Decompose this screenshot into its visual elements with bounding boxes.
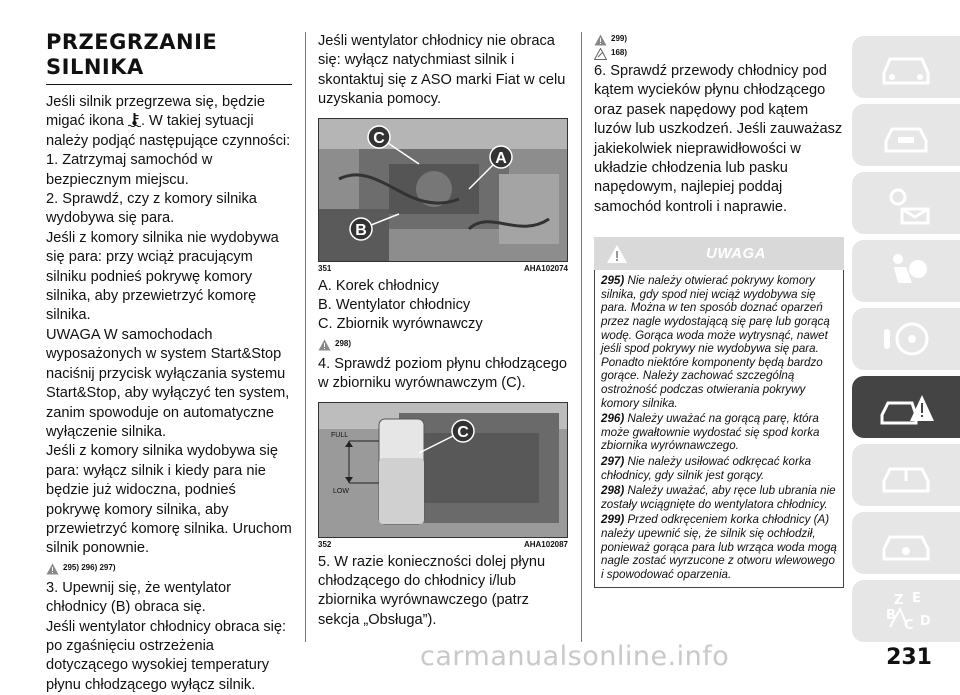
emergency-car-icon xyxy=(876,383,936,431)
alphabet-index-icon xyxy=(876,587,936,635)
warning-triangle-icon xyxy=(318,339,331,351)
car-gear-icon xyxy=(876,519,936,567)
tab-warning-lights[interactable] xyxy=(852,172,960,234)
figure-caption: 352 AHA102087 xyxy=(318,539,568,549)
car-front-icon xyxy=(876,43,936,91)
column-1 xyxy=(46,30,292,695)
list-item: B. Wentylator chłodnicy xyxy=(318,297,471,314)
warning-item: 295) Nie należy otwierać pokrywy komory silnika, gdy spod niej wciąż wydobywa się para. Można w ten sposób doznać oparzeń przez nagle wydostającą się parę lub gorącą wodę. Gorąca woda może wytrysnąć, nawet jeśli spod pokrywy nie wydobywa się para. Ponadto niektóre komponenty będą bardzo gorące. Należy zachować szczególną ostrożność podczas otwierania pokrywy komory silnika. xyxy=(601,274,830,410)
paragraph: Jeśli z komory silnika nie wydobywa się para: przy wciąż pracującym silniku podnieś pokrywę komory silnika, aby przewietrzyć komorę silnika. xyxy=(46,229,279,324)
section-title: PRZEGRZANIE SILNIKA xyxy=(46,30,218,79)
warning-item: 299) Przed odkręceniem korka chłodnicy (A) należy upewnić się, że silnik się ochłodził, ponieważ gorąca para lub wrząca woda mogą nagle zostać wyrzucone z otworu wlewowego i spowodować oparzenia. xyxy=(601,513,837,581)
svg-text:FULL: FULL xyxy=(331,431,349,439)
uwaga-header: UWAGA xyxy=(594,237,844,270)
tab-technical-data[interactable] xyxy=(852,512,960,574)
paragraph: 6. Sprawdź przewody chłodnicy pod kątem wycieków płynu chłodzącego oraz pasek napędowy pod kątem luzów lub uszkodzeń. Jeśli zauważasz jakiekolwiek nieprawidłowości w układzie chłodzenia lub pasku napędowym, najlepiej poddaj samochód kontroli i naprawie. xyxy=(594,63,843,215)
coolant-temperature-icon xyxy=(128,113,141,127)
paragraph: 3. Upewnij się, że wentylator chłodnicy (B) obraca się. xyxy=(46,579,231,616)
paragraph: 5. W razie konieczności dolej płynu chłodzącego do chłodnicy i/lub zbiornika wyrównawczego (patrz sekcja „Obsługa”). xyxy=(318,553,546,628)
warning-reference: 298) xyxy=(318,337,568,351)
title-rule xyxy=(46,84,292,85)
tab-dashboard[interactable] xyxy=(852,104,960,166)
column-divider xyxy=(305,32,306,642)
warning-triangle-icon xyxy=(606,244,628,264)
paragraph: Jeśli silnik przegrzewa się, będzie migać ikona . W takiej sytuacji należy podjąć następujące czynności: xyxy=(46,94,291,149)
warning-triangle-icon xyxy=(46,563,59,575)
list-item: C. Zbiornik wyrównawczy xyxy=(318,316,483,333)
paragraph: Jeśli z komory silnika wydobywa się para: wyłącz silnik i kiedy para nie będzie już widoczna, podnieś pokrywę komory silnika, aby przewietrzyć komorę silnika. Uruchom silnik ponownie. xyxy=(46,443,292,557)
svg-text:D: D xyxy=(920,614,931,629)
warning-lights-icon xyxy=(876,179,936,227)
warnings-list xyxy=(594,270,844,588)
tab-vehicle-overview[interactable] xyxy=(852,36,960,98)
paragraph: Jeśli wentylator chłodnicy nie obraca się: wyłącz natychmiast silnik i skontaktuj się z ASO marki Fiat w celu uzyskania pomocy. xyxy=(318,33,566,108)
note-triangle-icon xyxy=(594,48,607,60)
column-2 xyxy=(318,32,568,630)
svg-text:C: C xyxy=(457,423,469,441)
coolant-reservoir-illustration xyxy=(319,403,567,537)
tab-starting-driving[interactable] xyxy=(852,308,960,370)
warning-triangle-icon xyxy=(594,34,607,46)
tab-index[interactable] xyxy=(852,580,960,642)
watermark: carmanualsonline.info xyxy=(420,641,730,672)
tab-safety[interactable] xyxy=(852,240,960,302)
airbag-icon xyxy=(876,247,936,295)
figure-caption: 351 AHA102074 xyxy=(318,263,568,273)
svg-text:LOW: LOW xyxy=(333,487,349,495)
svg-text:B: B xyxy=(355,221,367,239)
engine-bay-photo xyxy=(318,118,568,262)
svg-text:E: E xyxy=(912,591,921,606)
paragraph: 1. Zatrzymaj samochód w bezpiecznym miejscu. xyxy=(46,152,213,188)
svg-text:Z: Z xyxy=(894,593,904,608)
warning-reference: 168) xyxy=(594,46,844,60)
car-side-icon xyxy=(876,451,936,499)
svg-text:B: B xyxy=(886,608,896,623)
warning-item: 297) Nie należy usiłować odkręcać korka chłodnicy, gdy silnik jest gorący. xyxy=(601,454,812,482)
warning-reference: 299) xyxy=(594,32,844,46)
column-3 xyxy=(594,32,844,588)
engine-bay-illustration xyxy=(319,119,567,261)
column-divider xyxy=(581,32,582,642)
coolant-reservoir-photo xyxy=(318,402,568,538)
svg-text:A: A xyxy=(495,149,507,167)
tab-servicing[interactable] xyxy=(852,444,960,506)
svg-text:C: C xyxy=(904,618,914,633)
paragraph: 4. Sprawdź poziom płynu chłodzącego w zbiorniku wyrównawczym (C). xyxy=(318,355,568,392)
dashboard-car-icon xyxy=(876,111,936,159)
warning-item: 298) Należy uważać, aby ręce lub ubrania nie zostały wciągnięte do wentylatora chłodnicy. xyxy=(601,484,836,511)
page-number: 231 xyxy=(886,645,932,670)
svg-text:C: C xyxy=(373,129,385,147)
steering-wheel-icon xyxy=(876,315,936,363)
paragraph: Jeśli wentylator chłodnicy obraca się: po zgaśnięciu ostrzeżenia dotyczącego wysokiej temperatury płynu chłodzącego wyłącz silnik. xyxy=(46,618,287,693)
warning-item: 296) Należy uważać na gorącą parę, która może gwałtownie wydostać się spod korka zbiornika wyrównawczego. xyxy=(601,412,820,453)
paragraph: UWAGA W samochodach wyposażonych w system Start&Stop naciśnij przycisk wyłączania systemu Start&Stop, aby wyłączyć ten system, zanim spowoduje on automatyczne wyłączenie silnika. xyxy=(46,326,290,440)
tab-emergency[interactable] xyxy=(852,376,960,438)
list-item: A. Korek chłodnicy xyxy=(318,277,439,294)
paragraph: 2. Sprawdź, czy z komory silnika wydobywa się para. xyxy=(46,191,257,227)
warning-reference: 295) 296) 297) xyxy=(46,561,292,575)
